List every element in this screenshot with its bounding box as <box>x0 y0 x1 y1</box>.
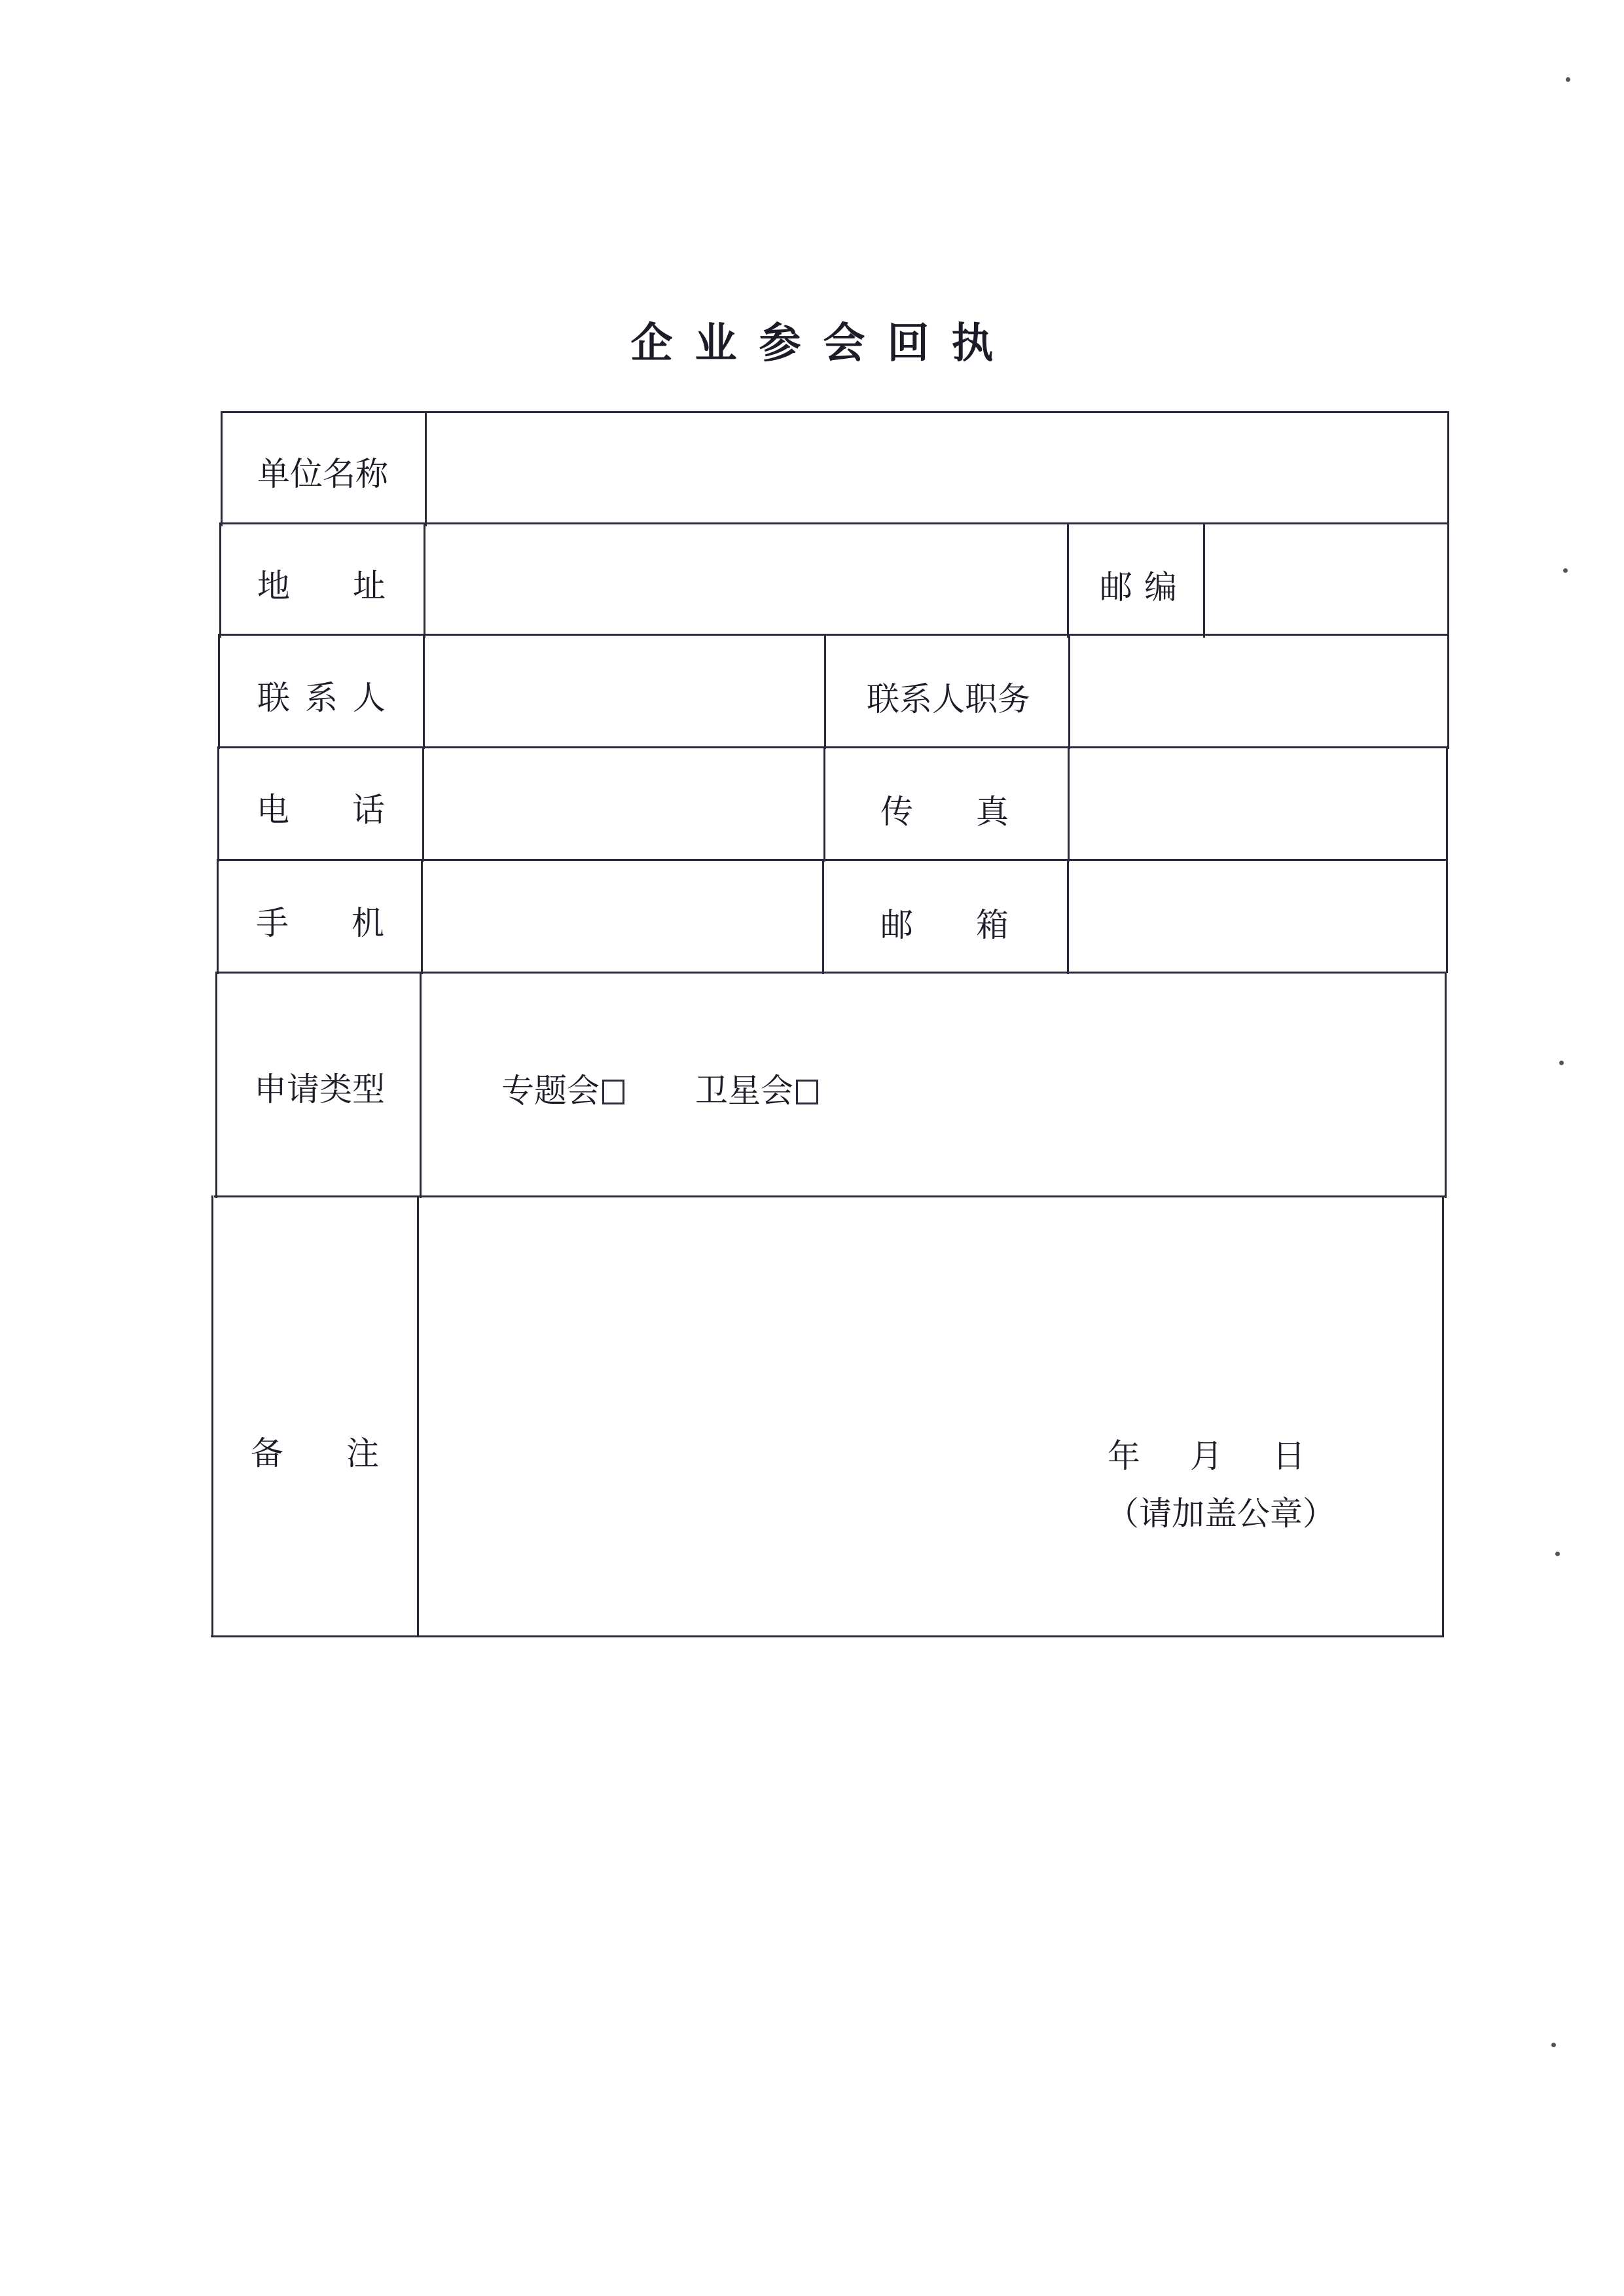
mobile-label-char-1: 手 <box>256 904 289 942</box>
contact-label-char-1: 联 <box>257 679 290 717</box>
table-border-left <box>217 746 219 862</box>
table-border-right <box>1442 1195 1444 1637</box>
row-divider <box>216 972 1447 974</box>
phone-label-char-1: 电 <box>257 791 289 829</box>
phone-label <box>257 790 385 829</box>
table-border-right <box>1447 411 1449 749</box>
postcode-label <box>1100 568 1177 607</box>
table-border-left <box>217 859 219 974</box>
mobile-label-char-2: 机 <box>352 904 384 942</box>
remarks-field[interactable] <box>419 1197 1442 1635</box>
remarks-label-char-1: 备 <box>251 1434 283 1472</box>
middle-column-divider <box>822 859 824 974</box>
table-border-left <box>211 1195 213 1637</box>
fax-label <box>880 792 1009 831</box>
scan-speck <box>1566 77 1570 82</box>
scan-speck <box>1555 1552 1560 1556</box>
address-field[interactable] <box>425 524 1067 634</box>
form-title: 企业参会回执 <box>630 319 1016 368</box>
seal-note: （请加盖公章） <box>1106 1495 1335 1533</box>
email-label-char-1: 邮 <box>880 906 913 944</box>
special-meeting-option[interactable] <box>501 1071 624 1110</box>
table-border-right <box>1446 746 1448 973</box>
mobile-label <box>256 903 384 943</box>
postcode-label-divider <box>1067 522 1069 638</box>
address-label <box>257 566 386 606</box>
fax-label-char-1: 传 <box>880 793 913 831</box>
label-column-divider <box>420 972 422 1198</box>
org-name-field[interactable] <box>427 413 1447 522</box>
postcode-label-char-1: 邮 <box>1100 568 1132 606</box>
special-meeting-checkbox[interactable] <box>602 1080 624 1104</box>
remarks-label <box>251 1434 379 1473</box>
contact-title-field[interactable] <box>1070 636 1447 746</box>
date-year-label: 年 <box>1108 1437 1140 1475</box>
satellite-meeting-option[interactable] <box>695 1071 818 1110</box>
email-field[interactable] <box>1069 861 1446 972</box>
org-name-label: 单位名称 <box>257 455 388 493</box>
mobile-field[interactable] <box>423 861 822 972</box>
email-label-char-2: 箱 <box>976 906 1009 944</box>
table-border-left <box>215 972 217 1198</box>
table-border-left <box>219 522 221 638</box>
special-meeting-label: 专题会 <box>501 1072 600 1110</box>
table-border-right <box>1445 972 1447 1198</box>
contact-field[interactable] <box>425 636 824 746</box>
address-label-char-2: 址 <box>353 567 386 605</box>
date-day-label: 日 <box>1272 1437 1305 1475</box>
contact-label-char-3: 人 <box>353 679 386 717</box>
phone-label-char-2: 话 <box>352 791 385 829</box>
middle-column-divider <box>824 634 826 749</box>
date-month-label: 月 <box>1190 1437 1223 1475</box>
scan-speck <box>1563 568 1568 573</box>
contact-title-label: 联系人职务 <box>867 680 1030 718</box>
remarks-label-char-2: 注 <box>346 1434 379 1472</box>
address-label-char-1: 地 <box>257 567 290 605</box>
table-border-left <box>221 411 223 526</box>
table-border-left <box>218 634 220 749</box>
postcode-label-char-2: 编 <box>1144 568 1177 606</box>
fax-label-char-2: 真 <box>976 793 1009 831</box>
satellite-meeting-checkbox[interactable] <box>796 1080 818 1104</box>
table-border-bottom <box>211 1635 1443 1637</box>
scan-speck <box>1559 1061 1564 1065</box>
phone-field[interactable] <box>424 748 823 859</box>
apply-type-label: 申请类型 <box>254 1070 385 1108</box>
contact-label <box>257 678 386 718</box>
satellite-meeting-label: 卫星会 <box>695 1072 793 1110</box>
postcode-field[interactable] <box>1205 524 1447 634</box>
middle-column-divider <box>823 746 825 862</box>
fax-field[interactable] <box>1070 748 1446 859</box>
email-label <box>880 905 1009 945</box>
scan-speck <box>1551 2043 1556 2047</box>
contact-label-char-2: 系 <box>305 679 338 717</box>
